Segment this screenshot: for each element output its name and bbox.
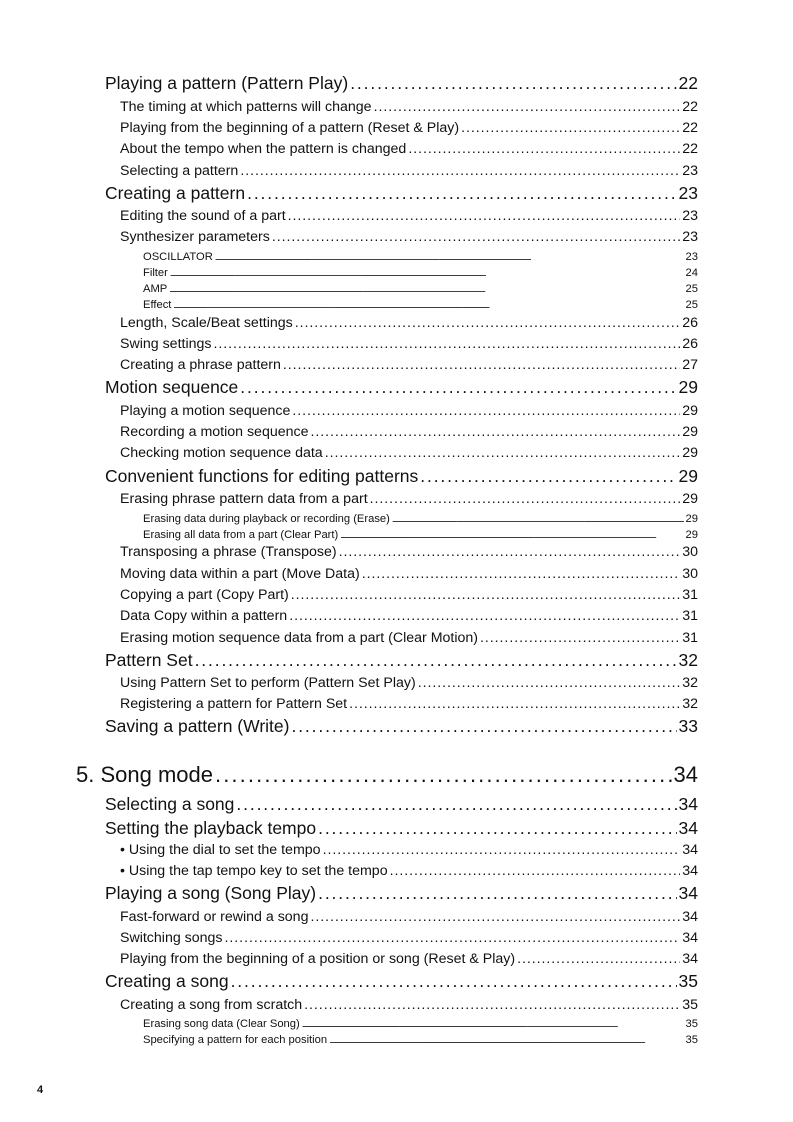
toc-entry-title: Filter xyxy=(143,267,168,279)
toc-entry-page: 29 xyxy=(685,529,698,541)
toc-entry-title: 5. Song mode xyxy=(76,762,213,787)
dot-leader xyxy=(225,930,681,946)
toc-entry-title: Selecting a song xyxy=(105,794,235,814)
toc-entry-page: 22 xyxy=(682,120,698,136)
toc-entry[interactable] xyxy=(105,817,698,839)
toc-entry-page: 25 xyxy=(685,283,698,295)
toc-entry-page: 35 xyxy=(685,1018,698,1030)
toc-entry[interactable] xyxy=(76,758,698,788)
dot-leader xyxy=(408,141,680,157)
toc-entry-page: 34 xyxy=(682,951,698,967)
toc-entry-page: 23 xyxy=(685,251,698,263)
toc-entry[interactable] xyxy=(120,928,698,946)
toc-entry-page: 35 xyxy=(678,971,698,991)
dot-leader xyxy=(304,997,680,1013)
toc-entry[interactable] xyxy=(120,995,698,1013)
dot-leader xyxy=(289,608,680,624)
toc-entry[interactable] xyxy=(120,401,698,419)
toc-entry[interactable] xyxy=(143,511,698,525)
toc-entry-page: 34 xyxy=(682,842,698,858)
toc-entry-title: Motion sequence xyxy=(105,377,239,397)
dot-leader xyxy=(370,491,681,507)
toc-entry-page: 22 xyxy=(682,141,698,157)
dot-leader xyxy=(480,630,680,646)
toc-entry-page: 29 xyxy=(685,513,698,525)
toc-entry[interactable] xyxy=(143,1032,698,1046)
toc-entry-title: Moving data within a part (Move Data) xyxy=(120,566,360,582)
toc-entry-page: 31 xyxy=(682,630,698,646)
toc-entry-title: Creating a song from scratch xyxy=(120,997,303,1013)
toc-entry-title: Editing the sound of a part xyxy=(120,208,286,224)
toc-entry[interactable] xyxy=(120,861,698,879)
dot-leader xyxy=(213,336,680,352)
dot-leader xyxy=(311,424,681,440)
dot-leader xyxy=(169,283,683,295)
toc-entry-page: 26 xyxy=(682,336,698,352)
dot-leader xyxy=(325,445,681,461)
toc-entry[interactable] xyxy=(120,542,698,560)
toc-entry[interactable] xyxy=(120,161,698,179)
toc-entry[interactable] xyxy=(105,882,698,904)
toc-entry[interactable] xyxy=(120,313,698,331)
toc-entry-title: Playing a song (Song Play) xyxy=(105,883,317,903)
toc-entry-page: 31 xyxy=(682,587,698,603)
dot-leader xyxy=(318,883,676,904)
dot-leader xyxy=(461,120,680,136)
toc-entry-page: 29 xyxy=(678,377,698,397)
toc-entry-title: Switching songs xyxy=(120,930,223,946)
toc-entry-page: 29 xyxy=(682,445,698,461)
toc-entry-page: 22 xyxy=(678,73,698,93)
toc-entry[interactable] xyxy=(105,182,698,204)
toc-entry-title: Synthesizer parameters xyxy=(120,229,270,245)
toc-entry-title: Selecting a pattern xyxy=(120,163,239,179)
dot-leader xyxy=(310,909,680,925)
toc-entry-title: Setting the playback tempo xyxy=(105,818,317,838)
toc-entry-title: Playing from the beginning of a position or song (Reset & Play) xyxy=(120,951,516,967)
toc-entry-title: Copying a part (Copy Part) xyxy=(120,587,289,603)
dot-leader xyxy=(323,842,681,858)
dot-leader xyxy=(288,208,681,224)
dot-leader xyxy=(283,357,680,373)
toc-entry[interactable] xyxy=(120,118,698,136)
dot-leader xyxy=(374,99,681,115)
toc-entry[interactable] xyxy=(120,606,698,624)
toc-entry-page: 23 xyxy=(682,208,698,224)
toc-entry[interactable] xyxy=(120,489,698,507)
toc-entry[interactable] xyxy=(120,949,698,967)
dot-leader xyxy=(517,951,680,967)
dot-leader xyxy=(418,675,681,691)
toc-entry-title: OSCILLATOR xyxy=(143,251,213,263)
toc-entry-title: Playing a motion sequence xyxy=(120,403,291,419)
toc-entry-page: 29 xyxy=(682,491,698,507)
toc-entry[interactable] xyxy=(120,355,698,373)
toc-entry-title: The timing at which patterns will change xyxy=(120,99,372,115)
dot-leader xyxy=(318,818,676,839)
dot-leader xyxy=(292,403,680,419)
toc-entry-page: 22 xyxy=(682,99,698,115)
toc-entry[interactable] xyxy=(120,564,698,582)
toc-entry-title: Playing from the beginning of a pattern (Reset & Play) xyxy=(120,120,460,136)
dot-leader xyxy=(231,971,677,992)
dot-leader xyxy=(247,183,676,204)
toc-entry-title: Swing settings xyxy=(120,336,212,352)
toc-entry-page: 29 xyxy=(682,403,698,419)
toc-entry[interactable] xyxy=(120,334,698,352)
dot-leader xyxy=(291,587,680,603)
toc-entry-title: Erasing motion sequence data from a part (Clear Motion) xyxy=(120,630,479,646)
dot-leader xyxy=(302,1018,684,1030)
toc-entry[interactable] xyxy=(120,585,698,603)
toc-entry-page: 34 xyxy=(682,863,698,879)
toc-entry-title: Length, Scale/Beat settings xyxy=(120,315,293,331)
toc-entry[interactable] xyxy=(143,265,698,279)
toc-entry-title: Convenient functions for editing patterns xyxy=(105,466,419,486)
toc-entry[interactable] xyxy=(120,422,698,440)
toc-entry[interactable] xyxy=(105,465,698,487)
toc-entry[interactable] xyxy=(105,376,698,398)
toc-entry[interactable] xyxy=(120,694,698,712)
dot-leader xyxy=(295,315,680,331)
toc-entry[interactable] xyxy=(120,443,698,461)
toc-entry[interactable] xyxy=(143,527,698,541)
dot-leader xyxy=(390,863,681,879)
dot-leader xyxy=(349,696,680,712)
toc-entry-title: About the tempo when the pattern is changed xyxy=(120,141,407,157)
toc-entry[interactable] xyxy=(120,227,698,245)
toc-entry-title: Pattern Set xyxy=(105,650,193,670)
dot-leader xyxy=(350,73,676,94)
dot-leader xyxy=(339,544,681,560)
dot-leader xyxy=(173,299,683,311)
toc-entry-page: 30 xyxy=(682,544,698,560)
dot-leader xyxy=(420,466,676,487)
toc-entry[interactable] xyxy=(105,715,698,737)
toc-entry[interactable] xyxy=(143,1016,698,1030)
toc-entry[interactable] xyxy=(143,281,698,295)
toc-entry-page: 34 xyxy=(678,883,698,903)
toc-entry-title: Recording a motion sequence xyxy=(120,424,309,440)
toc-entry-title: Specifying a pattern for each position xyxy=(143,1034,328,1046)
toc-entry-page: 23 xyxy=(682,163,698,179)
dot-leader xyxy=(329,1034,683,1046)
toc-entry[interactable] xyxy=(105,793,698,815)
toc-entry-page: 33 xyxy=(678,716,698,736)
toc-entry-title: Data Copy within a pattern xyxy=(120,608,288,624)
toc-entry-title: Creating a song xyxy=(105,971,229,991)
dot-leader xyxy=(272,229,680,245)
toc-entry-page: 29 xyxy=(678,466,698,486)
toc-entry-page: 34 xyxy=(673,762,698,787)
toc-entry-title: Erasing song data (Clear Song) xyxy=(143,1018,300,1030)
toc-entry-page: 34 xyxy=(678,794,698,814)
toc-entry[interactable] xyxy=(105,72,698,94)
toc-entry[interactable] xyxy=(105,649,698,671)
dot-leader xyxy=(170,267,684,279)
toc-entry[interactable] xyxy=(120,907,698,925)
toc-entry-page: 32 xyxy=(682,675,698,691)
toc-entry-page: 34 xyxy=(682,909,698,925)
toc-entry-page: 29 xyxy=(682,424,698,440)
toc-entry[interactable] xyxy=(120,840,698,858)
toc-entry-title: Checking motion sequence data xyxy=(120,445,323,461)
toc-entry[interactable] xyxy=(143,249,698,263)
toc-entry-title: • Using the dial to set the tempo xyxy=(120,842,321,858)
toc-entry-title: Creating a phrase pattern xyxy=(120,357,281,373)
dot-leader xyxy=(240,163,680,179)
toc-entry-title: AMP xyxy=(143,283,168,295)
dot-leader xyxy=(392,513,684,525)
toc-entry-page: 30 xyxy=(682,566,698,582)
toc-entry-page: 23 xyxy=(678,183,698,203)
toc-entry-title: Erasing all data from a part (Clear Part) xyxy=(143,529,339,541)
toc-entry-page: 34 xyxy=(682,930,698,946)
toc-entry-title: Effect xyxy=(143,299,172,311)
toc-entry-title: Fast-forward or rewind a song xyxy=(120,909,309,925)
dot-leader xyxy=(215,251,684,263)
toc-entry-page: 32 xyxy=(678,650,698,670)
dot-leader xyxy=(362,566,680,582)
dot-leader xyxy=(195,650,677,671)
toc-entry[interactable] xyxy=(120,673,698,691)
toc-entry-page: 27 xyxy=(682,357,698,373)
dot-leader xyxy=(240,377,676,398)
toc-entry[interactable] xyxy=(120,206,698,224)
toc-entry[interactable] xyxy=(120,139,698,157)
toc-entry-page: 35 xyxy=(685,1034,698,1046)
toc-entry[interactable] xyxy=(120,97,698,115)
toc-entry-page: 34 xyxy=(678,818,698,838)
toc-entry[interactable] xyxy=(105,970,698,992)
toc-entry-page: 31 xyxy=(682,608,698,624)
dot-leader xyxy=(215,762,672,788)
toc-entry-title: Using Pattern Set to perform (Pattern Set Play) xyxy=(120,675,416,691)
toc-entry-title: Registering a pattern for Pattern Set xyxy=(120,696,348,712)
toc-entry-page: 26 xyxy=(682,315,698,331)
page-number: 4 xyxy=(37,1084,44,1096)
toc-entry-title: Transposing a phrase (Transpose) xyxy=(120,544,337,560)
toc-entry-title: Saving a pattern (Write) xyxy=(105,716,290,736)
toc-entry[interactable] xyxy=(120,628,698,646)
toc-entry-title: Erasing data during playback or recording (Erase) xyxy=(143,513,390,525)
dot-leader xyxy=(340,529,683,541)
toc-entry-title: • Using the tap tempo key to set the tempo xyxy=(120,863,388,879)
toc-entry-title: Erasing phrase pattern data from a part xyxy=(120,491,368,507)
toc-entry-title: Creating a pattern xyxy=(105,183,246,203)
toc-entry[interactable] xyxy=(143,297,698,311)
toc-entry-page: 35 xyxy=(682,997,698,1013)
toc-entry-page: 24 xyxy=(685,267,698,279)
toc-entry-page: 25 xyxy=(685,299,698,311)
toc-entry-page: 23 xyxy=(682,229,698,245)
dot-leader xyxy=(236,794,676,815)
toc-entry-title: Playing a pattern (Pattern Play) xyxy=(105,73,349,93)
dot-leader xyxy=(291,716,676,737)
toc-entry-page: 32 xyxy=(682,696,698,712)
